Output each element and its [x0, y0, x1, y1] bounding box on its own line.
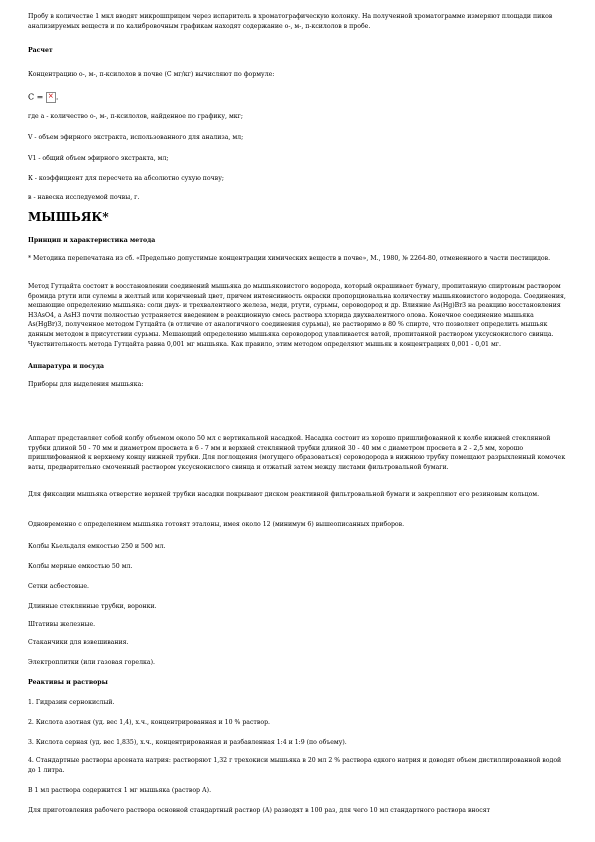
paragraph: Одновременно с определением мышьяка готовят эталоны, имея около 12 (минимум 6) вышеописанных приборов.	[28, 521, 405, 528]
paragraph: Для приготовления рабочего раствора основной стандартный раствор (А) разводят в 100 раз, для чего 10 мл стандартного раствора вносят	[28, 807, 491, 814]
paragraph: Метод Гутцайта состоит в восстановлении соединений мышьяка до мышьяковистого водорода, который окрашивает бумагу, пропитанную спиртовым раствором бромида ртути или сулемы в желтый или коричневый цвет, причем интенсивность окраски пропорциональна количеству мышьяковистого водорода. Соединения, мешающие определению мышьяка: соли двух- и трехвалентного железа, меди, ртути, сурьмы, сероводород и др. Влияние As(Hg)Br3 на реакцию восстановления H3AsO4, а AsH3 почти полностью устраняется введением в реакционную смесь раствора хлорида двухвалентного олова. Конечное соединение мышьяка As(HgBr)3, полученное методом Гутцайта (в отличие от аналогичного соединения сурьмы), не растворимо в 80 % спирте, что позволяет определить мышьяк данным методом в присутствии сурьмы. Мешающий определению мышьяка сероводород улавливается ватой, пропитанной раствором уксуснокислого свинца. Чувствительность метода Гутцайта равна 0,001 мг мышьяка. Как правило, этим методом определяют мышьяк в концентрациях 0,001 - 0,01 мг.	[28, 283, 566, 348]
formula-line: С = ×.	[28, 92, 58, 103]
list-item: 1. Гидразин сернокислый.	[28, 699, 115, 706]
footnote: * Методика перепечатана из сб. «Предельно допустимые концентрации химических веществ в почве», М., 1980, № 2264-80, отмененного в части пестицидов.	[28, 255, 551, 262]
paragraph: V - объем эфирного экстракта, использованного для анализа, мл;	[28, 134, 244, 141]
section-heading: Принцип и характеристика метода	[28, 237, 156, 244]
paragraph: В 1 мл раствора содержится 1 мг мышьяка (раствор А).	[28, 787, 212, 794]
paragraph: в - навеска исследуемой почвы, г.	[28, 194, 140, 201]
paragraph: Для фиксации мышьяка отверстие верхней трубки насадки покрывают диском реактивной фильтровальной бумаги и закрепляют его резиновым кольцом.	[28, 491, 540, 498]
list-item: Колбы Кьельдаля емкостью 250 и 500 мл.	[28, 543, 166, 550]
list-item: Электроплитки (или газовая горелка).	[28, 659, 155, 666]
list-item: 4. Стандартные растворы арсената натрия: растворяют 1,32 г трехокиси мышьяка в 20 мл 2 % раствора едкого натрия и доводят объем дистиллированной водой до 1 литра.	[28, 757, 562, 774]
list-item: Длинные стеклянные трубки, воронки.	[28, 603, 157, 610]
list-item: Колбы мерные емкостью 50 мл.	[28, 563, 133, 570]
list-item: 2. Кислота азотная (уд. вес 1,4), х.ч., концентрированная и 10 % раствор.	[28, 719, 270, 726]
section-heading: Реактивы и растворы	[28, 679, 108, 686]
paragraph: Концентрацию о-, м-, п-ксилолов в почве (С мг/кг) вычисляют по формуле:	[28, 71, 275, 78]
paragraph: Аппарат представляет собой колбу объемом около 50 мл с вертикальной насадкой. Насадка состоит из хорошо пришлифованной к колбе нижней стеклянной трубки длиной 50 - 70 мм и диаметром просвета в 6 - 7 мм и верхней стеклянной трубки длиной 30 - 40 мм с диаметром просвета в 2 - 2,5 мм, хорошо пришлифованной к верхнему концу нижней трубки. Для поглощения (могущего образоваться) сероводорода в нижнюю трубку помещают разрыхленный комочек ваты, предварительно смоченный раствором уксуснокислого свинца и отжатый затем между листами фильтровальной бумаги.	[28, 435, 566, 471]
list-item: 3. Кислота серная (уд. вес 1,835), х.ч., концентрированная и разбавленная 1:4 и 1:9 (по объему).	[28, 739, 347, 746]
broken-image-icon	[46, 92, 56, 103]
list-item: Стаканчики для взвешивания.	[28, 639, 129, 646]
paragraph: К - коэффициент для пересчета на абсолютно сухую почву;	[28, 175, 224, 182]
paragraph: где a - количество о-, м-, п-ксилолов, найденное по графику, мкг;	[28, 113, 243, 120]
paragraph: V1 - общий объем эфирного экстракта, мл;	[28, 155, 169, 162]
paragraph: Пробу в количестве 1 мкл вводят микрошприцем через испаритель в хроматографическую колонку. На полученной хроматограмме измеряют площади пиков анализируемых веществ и по калибровочным графикам находят содержание о-, м-, п-ксилолов в пробе.	[28, 13, 553, 30]
list-item: Штативы железные.	[28, 621, 96, 628]
section-heading: Расчет	[28, 47, 53, 54]
list-item: Сетки асбестовые.	[28, 583, 89, 590]
section-heading: Аппаратура и посуда	[28, 363, 104, 370]
paragraph: Приборы для выделения мышьяка:	[28, 381, 144, 388]
page-title: МЫШЬЯК*	[28, 210, 109, 224]
formula-label: С =	[28, 92, 46, 102]
